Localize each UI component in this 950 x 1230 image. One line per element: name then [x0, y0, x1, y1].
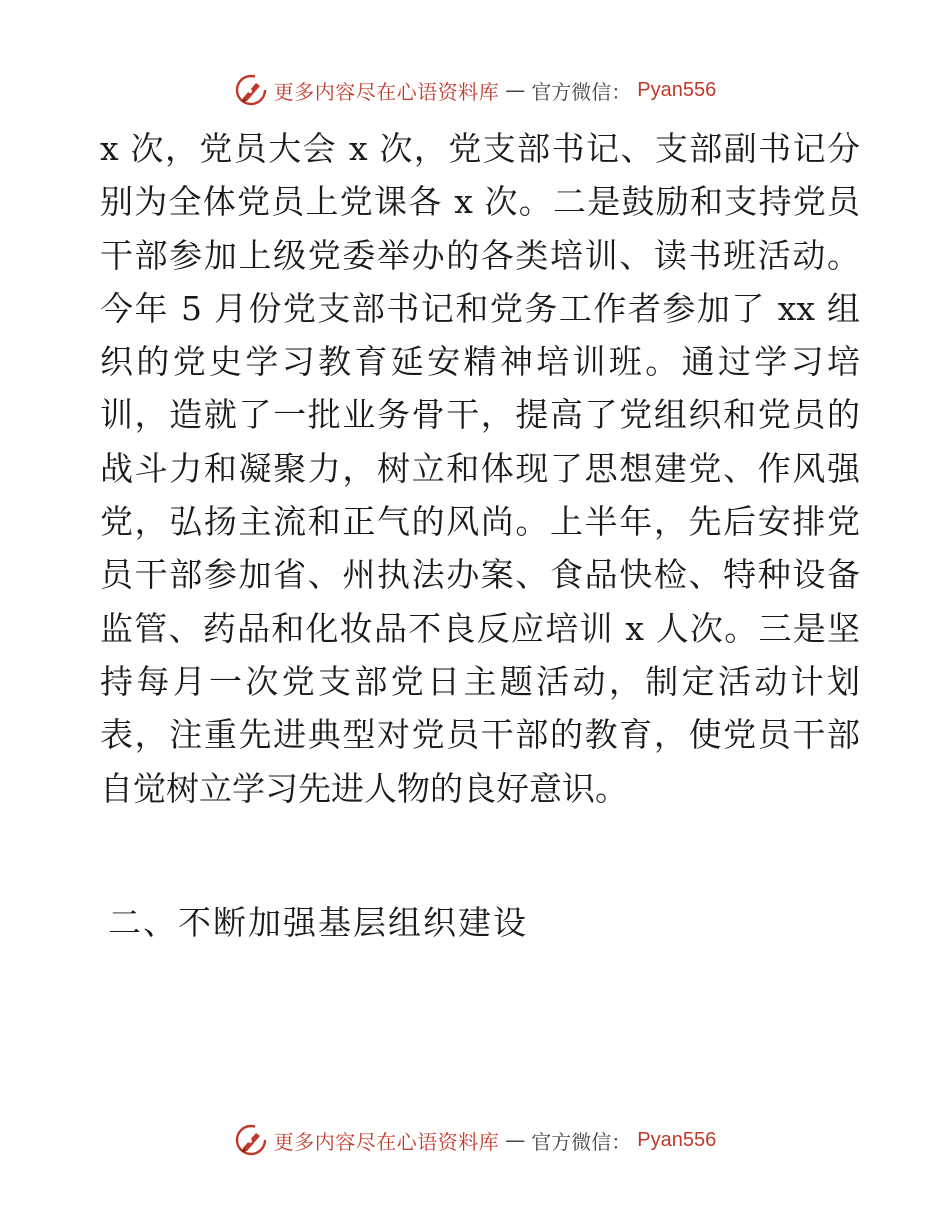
paragraph-line: 训，造就了一批业务骨干，提高了党组织和党员的 — [100, 395, 860, 435]
pen-logo-icon — [234, 73, 268, 107]
paragraph-line: 别为全体党员上党课各 x 次。二是鼓励和支持党员 — [100, 182, 860, 222]
banner-separator: — — [505, 1128, 526, 1152]
paragraph-line: 监管、药品和化妆品不良反应培训 x 人次。三是坚 — [100, 608, 860, 648]
paragraph-line: 党，弘扬主流和正气的风尚。上半年，先后安排党 — [100, 502, 860, 542]
section-heading: 二、不断加强基层组织建设 — [108, 903, 528, 942]
wechat-id: Pyan556 — [637, 1128, 717, 1151]
header-banner — [0, 70, 950, 110]
paragraph-line: 表，注重先进典型对党员干部的教育，使党员干部 — [100, 715, 860, 755]
paragraph-line: 自觉树立学习先进人物的良好意识。 — [100, 768, 628, 808]
paragraph-line: 持每月一次党支部党日主题活动，制定活动计划 — [100, 661, 860, 701]
footer-banner-content — [234, 1123, 716, 1157]
paragraph-line: 战斗力和凝聚力，树立和体现了思想建党、作风强 — [100, 448, 860, 488]
banner-separator: — — [505, 78, 526, 102]
body-paragraph — [100, 122, 860, 815]
official-wechat-label: 官方微信： — [531, 1129, 632, 1154]
header-banner-content — [234, 73, 716, 107]
official-wechat-label: 官方微信： — [531, 79, 632, 104]
paragraph-line: x 次，党员大会 x 次，党支部书记、支部副书记分 — [100, 129, 860, 168]
footer-banner — [0, 1120, 950, 1160]
paragraph-line: 今年 5 月份党支部书记和党务工作者参加了 xx 组 — [100, 288, 860, 328]
paragraph-line: 员干部参加省、州执法办案、食品快检、特种设备 — [100, 555, 860, 595]
paragraph-line: 织的党史学习教育延安精神培训班。通过学习培 — [100, 342, 860, 382]
wechat-id: Pyan556 — [637, 78, 717, 101]
paragraph-line: 干部参加上级党委举办的各类培训、读书班活动。 — [100, 235, 860, 275]
site-name: 更多内容尽在心语资料库 — [273, 1129, 500, 1154]
site-name: 更多内容尽在心语资料库 — [273, 79, 500, 104]
pen-logo-icon — [234, 1123, 268, 1157]
